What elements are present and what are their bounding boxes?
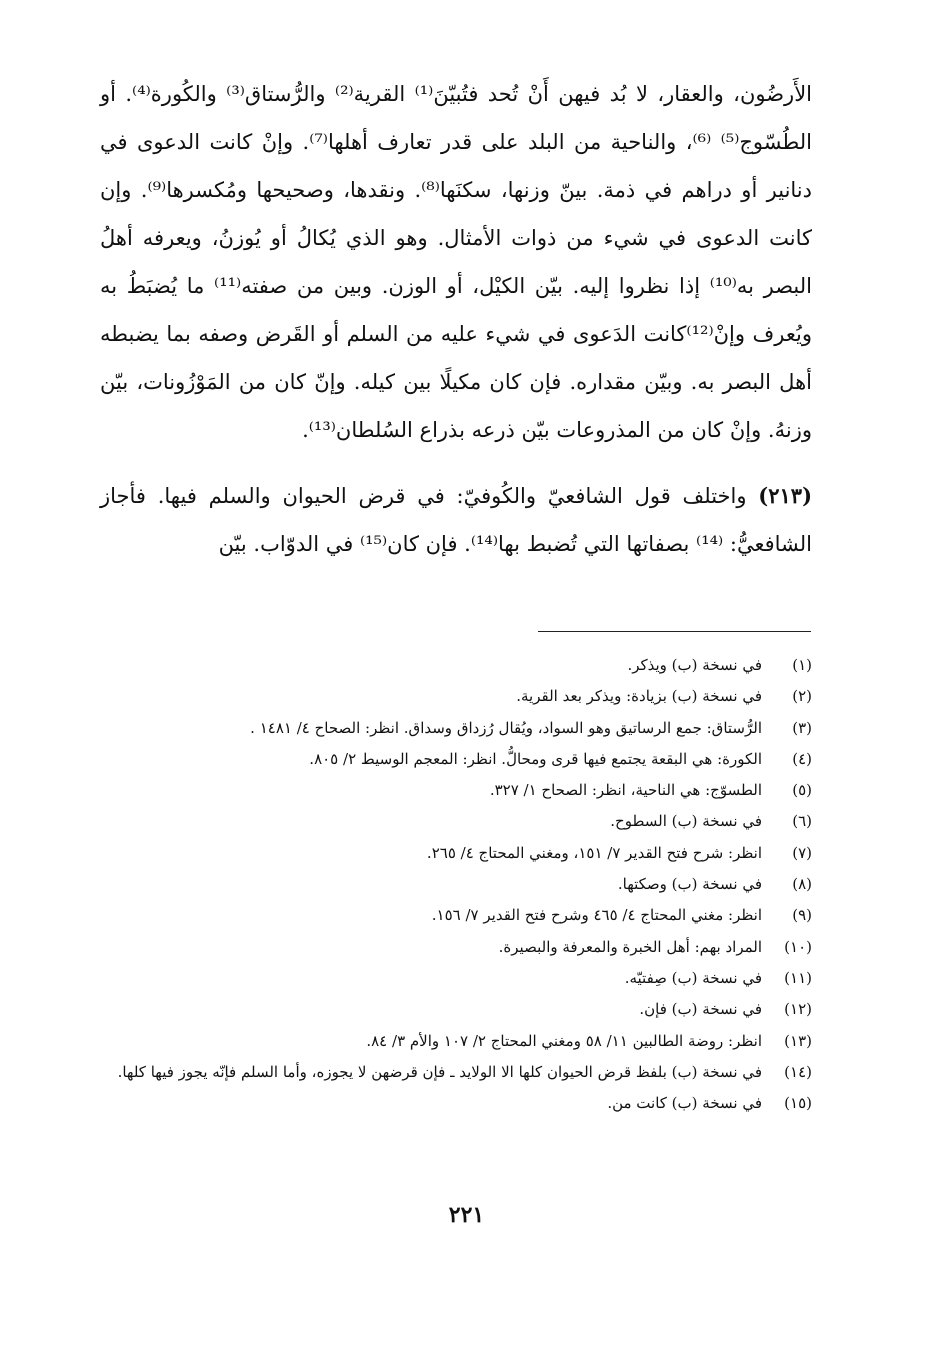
footnote [90, 900, 812, 931]
footnote-text: في نسخة (ب) كانت من. [607, 1094, 762, 1113]
footnote-text: في نسخة (ب) صِفتيّه. [624, 968, 762, 987]
page-number: ٢٢١ [448, 1202, 485, 1228]
footnote [90, 650, 812, 681]
footnote-text: الرُّستاق: جمع الرساتيق وهو السواد، ويُقال رُزداق وسداق. انظر: الصحاح ٤/ ١٤٨١ . [250, 718, 762, 737]
footnote-number: (٥) [792, 781, 812, 800]
main-text [100, 70, 812, 568]
footnote-number: (١٠) [784, 937, 812, 956]
footnote-text: الكورة: هي البقعة يجتمع فيها قرى ومحالُّ. انظر: المعجم الوسيط ٢/ ٨٠٥. [309, 749, 762, 768]
footnote-text: انظر: شرح فتح القدير ٧/ ١٥١، ومغني المحتاج ٤/ ٢٦٥. [426, 843, 762, 862]
footnote-text: انظر: مغني المحتاج ٤/ ٤٦٥ وشرح فتح القدير ٧/ ١٥٦. [431, 906, 762, 925]
footnote-number: (١٤) [784, 1062, 812, 1081]
footnote [90, 744, 812, 775]
footnote-text: في نسخة (ب) وصكتها. [617, 875, 762, 894]
footnote-number: (١٣) [784, 1031, 812, 1050]
footnotes [90, 650, 812, 1119]
footnote [90, 1026, 812, 1057]
footnote-number: (١٥) [784, 1094, 812, 1113]
footnote [90, 681, 812, 712]
footnote-text: في نسخة (ب) بلفظ قرض الحيوان كلها الا الولايد ـ فإن قرضهن لا يجوزه، وأما السلم فإنّه يجوز فيها كلها. [117, 1062, 762, 1081]
footnote-text: في نسخة (ب) السطوح. [610, 812, 762, 831]
footnote-number: (٦) [792, 812, 812, 831]
footnote [90, 1088, 812, 1119]
footnote [90, 994, 812, 1025]
footnote-separator [538, 631, 811, 632]
footnote-text: الطسوّج: هي الناحية، انظر: الصحاح ١/ ٣٢٧. [489, 781, 762, 800]
footnote-number: (٧) [792, 843, 812, 862]
footnote [90, 869, 812, 900]
footnote [90, 806, 812, 837]
footnote-text: المراد بهم: أهل الخبرة والمعرفة والبصيرة. [498, 937, 762, 956]
footnote-number: (٤) [792, 749, 812, 768]
footnote [90, 932, 812, 963]
footnote-number: (١٢) [784, 1000, 812, 1019]
footnote [90, 838, 812, 869]
footnote-text: في نسخة (ب) ويذكر. [627, 656, 762, 674]
footnote-number: (١١) [784, 968, 812, 987]
footnote-number: (٩) [792, 906, 812, 925]
footnote-number: (٣) [792, 718, 812, 737]
footnote [90, 1057, 812, 1088]
section-number: (٢١٣) [758, 483, 812, 508]
footnote-text: في نسخة (ب) بزيادة: ويذكر بعد القرية. [516, 687, 762, 706]
footnote [90, 963, 812, 994]
footnote-number: (٨) [792, 875, 812, 894]
paragraph-2 [100, 472, 812, 568]
footnote-number: (١) [792, 656, 812, 674]
footnote-text: في نسخة (ب) فإن. [639, 1000, 762, 1019]
footnote [90, 713, 812, 744]
footnote-number: (٢) [792, 687, 812, 706]
paragraph-2-text: واختلف قول الشافعيّ والكُوفيّ: في قرض الحيوان والسلم فيها. فأجاز الشافعيُّ: ⁽¹⁴⁾ بصفاتها التي تُضبط بها⁽¹⁴⁾. فإن كان⁽¹⁵⁾ في الدوّاب. بيّن [100, 484, 812, 556]
footnote [90, 775, 812, 806]
footnote-text: انظر: روضة الطالبين ١١/ ٥٨ ومغني المحتاج ٢/ ١٠٧ والأم ٣/ ٨٤. [366, 1031, 762, 1050]
paragraph-1: الأَرضُون، والعقار، لا بُد فيهن أَنْ تُحد فتُبيّنَ⁽¹⁾ القرية⁽²⁾ والرُّستاق⁽³⁾ والكُورة⁽⁴⁾. أو الطُسّوج⁽⁵⁾ ⁽⁶⁾، والناحية من البلد على قدر تعارف أهلها⁽⁷⁾. وإنْ كانت الدعوى في دنانير أو دراهم في ذمة. بينّ وزنها، سكنَها⁽⁸⁾. ونقدها، وصحيحها ومُكسرها⁽⁹⁾. وإن كانت الدعوى في شيء من ذوات الأمثال. وهو الذي يُكالُ أو يُوزنُ، ويعرفه أهلُ البصر به⁽¹⁰⁾ إذا نظروا إليه. بيّن الكيْل، أو الوزن. وبين من صفته⁽¹¹⁾ ما يُضبَطُ به ويُعرف وإنْ⁽¹²⁾كانت الدَعوى في شيء عليه من السلم أو القَرض وصفه بما يضبطه أهل البصر به. وبيّن مقداره. فإن كان مكيلًا بين كيله. وإنّ كان من المَوْزُونات، بيّن وزنهُ. وإنْ كان من المذروعات بيّن ذرعه بذراع السُلطان⁽¹³⁾. [100, 82, 813, 442]
